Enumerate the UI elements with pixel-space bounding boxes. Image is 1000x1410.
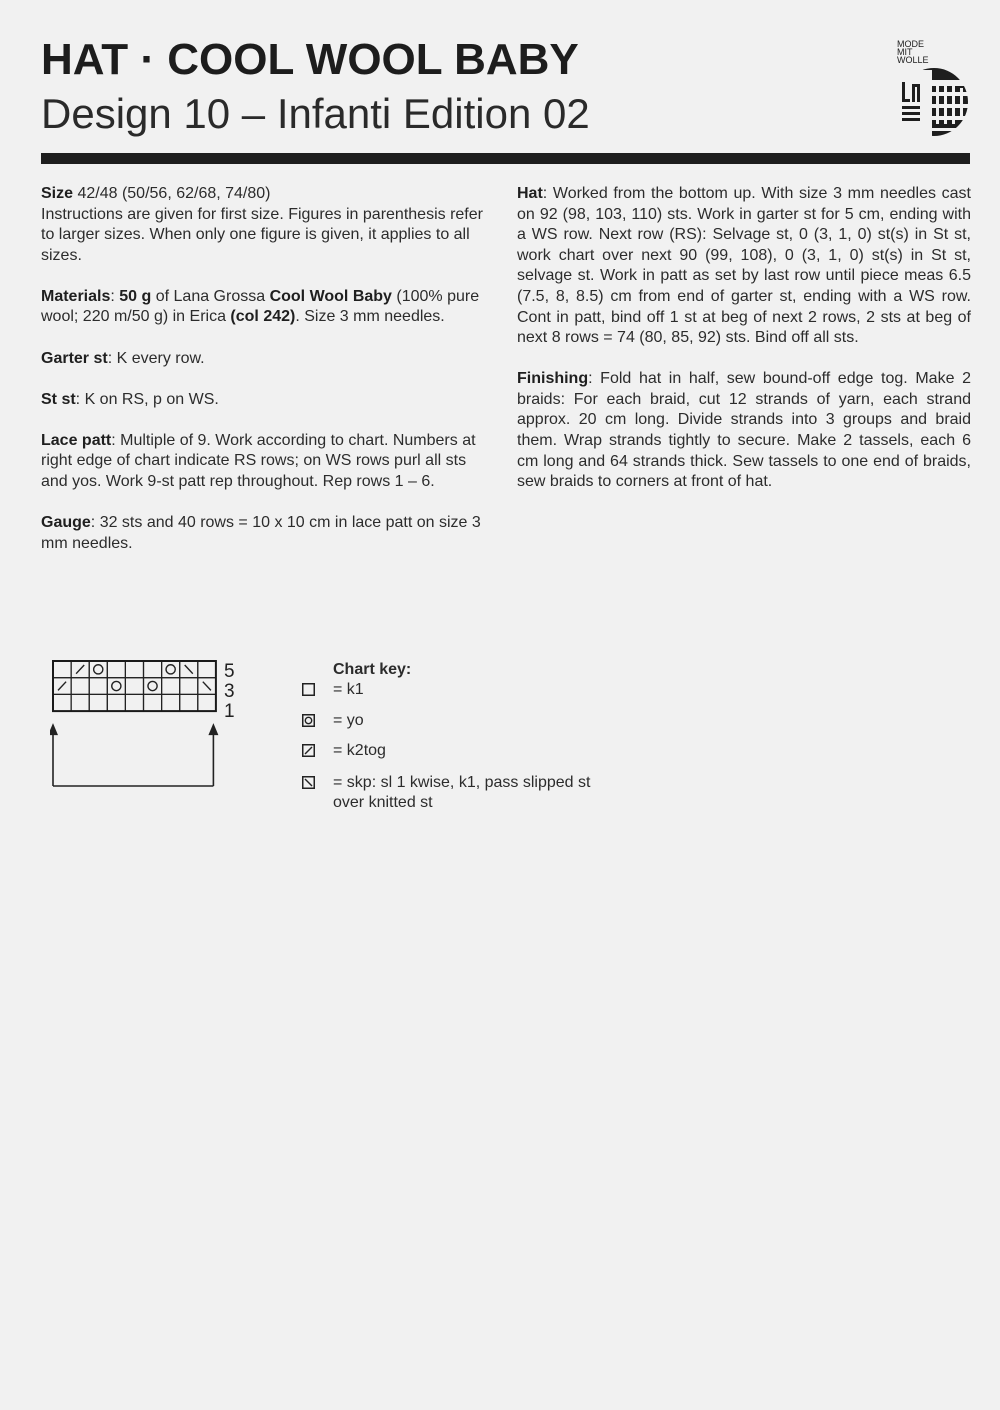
left-column	[41, 184, 495, 575]
garter-text: : K every row.	[107, 349, 205, 367]
lace-label: Lace patt	[41, 431, 112, 449]
pattern-subtitle: Design 10 – Infanti Edition 02	[41, 90, 590, 137]
stst-section	[41, 390, 495, 411]
chart-cell	[53, 694, 71, 711]
yo-symbol	[148, 681, 157, 690]
chart-cell	[144, 678, 162, 695]
finishing-section	[517, 369, 971, 493]
materials-text: (100% pure wool; 220 m/50 g) in Erica	[41, 287, 480, 326]
chart-cell	[71, 678, 89, 695]
knit-square-icon	[302, 683, 315, 696]
chart-cell	[162, 678, 180, 695]
gauge-text: : 32 sts and 40 rows = 10 x 10 cm in lace patt on size 3 mm needles.	[41, 514, 481, 552]
yo-symbol	[94, 665, 103, 674]
chart-cell	[125, 661, 143, 678]
size-text: 42/48 (50/56, 62/68, 74/80)	[73, 185, 271, 202]
gauge-section	[41, 513, 495, 554]
yo-symbol	[112, 681, 121, 690]
yarn-over-icon	[302, 714, 315, 727]
chart-cell	[180, 678, 198, 695]
chart-row-number: 1	[224, 701, 235, 722]
chart-cell	[89, 678, 107, 695]
chart-cell	[198, 661, 216, 678]
chart-cell	[89, 694, 107, 711]
k2tog-icon	[302, 744, 315, 757]
chart-cell	[125, 694, 143, 711]
logo-mark-icon	[892, 40, 972, 136]
skp-icon	[302, 776, 315, 789]
garter-label: Garter st	[41, 349, 108, 367]
materials-color: (col 242)	[230, 308, 296, 326]
key-label: = k2tog	[333, 742, 386, 759]
chart-key-title: Chart key:	[333, 661, 412, 678]
header-divider	[41, 153, 970, 164]
hat-label: Hat	[517, 185, 543, 202]
hat-text: : Worked from the bottom up. With size 3 mm needles cast on 92 (98, 103, 110) sts. Work in garter st for 5 cm, ending with a WS row. Next row (RS): Selvage st, 0 (3, 1, 0) st(s) in St st, work chart over next 90 (99, 108), 0 (3, 1, 0) st(s) in St st, selvage st. Work in patt as set by last row until piece meas 6.5 (7.5, 8, 8.5) cm from end of garter st, ending with a WS row. Cont in patt, bind off 1 st at beg of next 2 rows, 2 sts at beg of next 8 rows = 74 (80, 85, 92) sts. Bind off all sts.	[517, 185, 971, 347]
lace-chart	[50, 658, 250, 798]
chart-row-number: 3	[224, 681, 235, 702]
chart-cell	[144, 694, 162, 711]
chart-cell	[71, 694, 89, 711]
size-section	[41, 184, 495, 266]
lace-chart-grid	[50, 658, 250, 798]
logo-tagline-line: WOLLE	[897, 55, 929, 65]
materials-amount: 50 g	[119, 287, 152, 305]
chart-cell	[107, 678, 125, 695]
finishing-label: Finishing	[517, 370, 589, 388]
hat-section	[517, 184, 971, 349]
chart-cell	[53, 661, 71, 678]
k2tog-symbol	[58, 682, 66, 691]
size-label: Size	[41, 185, 74, 202]
skp-symbol	[203, 682, 211, 691]
materials-section	[41, 287, 495, 328]
chart-cell	[125, 678, 143, 695]
materials-text: of Lana Grossa	[151, 287, 270, 305]
skp-symbol	[185, 665, 193, 674]
garter-section	[41, 349, 495, 370]
chart-cell	[107, 694, 125, 711]
materials-yarn: Cool Wool Baby	[269, 287, 392, 305]
chart-cell	[162, 661, 180, 678]
key-label: = skp: sl 1 kwise, k1, pass slipped st over knitted st	[333, 774, 591, 811]
repeat-arrow-right-icon	[208, 723, 218, 735]
chart-cell	[162, 694, 180, 711]
chart-cell	[107, 661, 125, 678]
logo-tagline-line: MODE	[897, 39, 924, 49]
stst-label: St st	[41, 390, 76, 408]
k2tog-symbol	[76, 665, 84, 674]
chart-cell	[198, 694, 216, 711]
repeat-arrow-left-icon	[50, 723, 58, 735]
lana-grossa-logo	[892, 40, 972, 136]
finishing-text: : Fold hat in half, sew bound-off edge tog. Make 2 braids: For each braid, cut 12 strands of yarn, each strand approx. 20 cm long. Divide strands into 3 groups and braid them. Wrap strands tightly to secure. Make 2 tassels, each 6 cm long and 64 strands thick. Sew tassels to one end of braids, sew braids to corners at front of hat.	[517, 370, 971, 491]
chart-border	[53, 661, 216, 711]
yo-symbol	[166, 665, 175, 674]
materials-label: Materials	[41, 287, 111, 305]
key-label: = k1	[333, 681, 364, 698]
chart-row-numbers	[224, 662, 235, 722]
lace-section	[41, 431, 495, 493]
key-label: = yo	[333, 712, 364, 729]
chart-cell	[180, 694, 198, 711]
chart-cell	[144, 661, 162, 678]
logo-tagline-line: MIT	[897, 47, 913, 57]
materials-text: . Size 3 mm needles.	[295, 308, 445, 326]
gauge-label: Gauge	[41, 514, 91, 532]
stst-text: : K on RS, p on WS.	[75, 390, 219, 408]
materials-colon: :	[110, 287, 120, 305]
chart-cell	[89, 661, 107, 678]
pattern-title: HAT · COOL WOOL BABY	[41, 35, 579, 84]
chart-row-number: 5	[224, 661, 235, 682]
lace-text: : Multiple of 9. Work according to chart. Numbers at right edge of chart indicate RS rows; on WS rows purl all sts and yos. Work 9-st patt rep throughout. Rep rows 1 – 6.	[41, 431, 476, 490]
right-column	[517, 184, 971, 513]
size-note: Instructions are given for first size. Figures in parenthesis refer to larger sizes. When only one figure is given, it applies to all sizes.	[41, 205, 483, 264]
